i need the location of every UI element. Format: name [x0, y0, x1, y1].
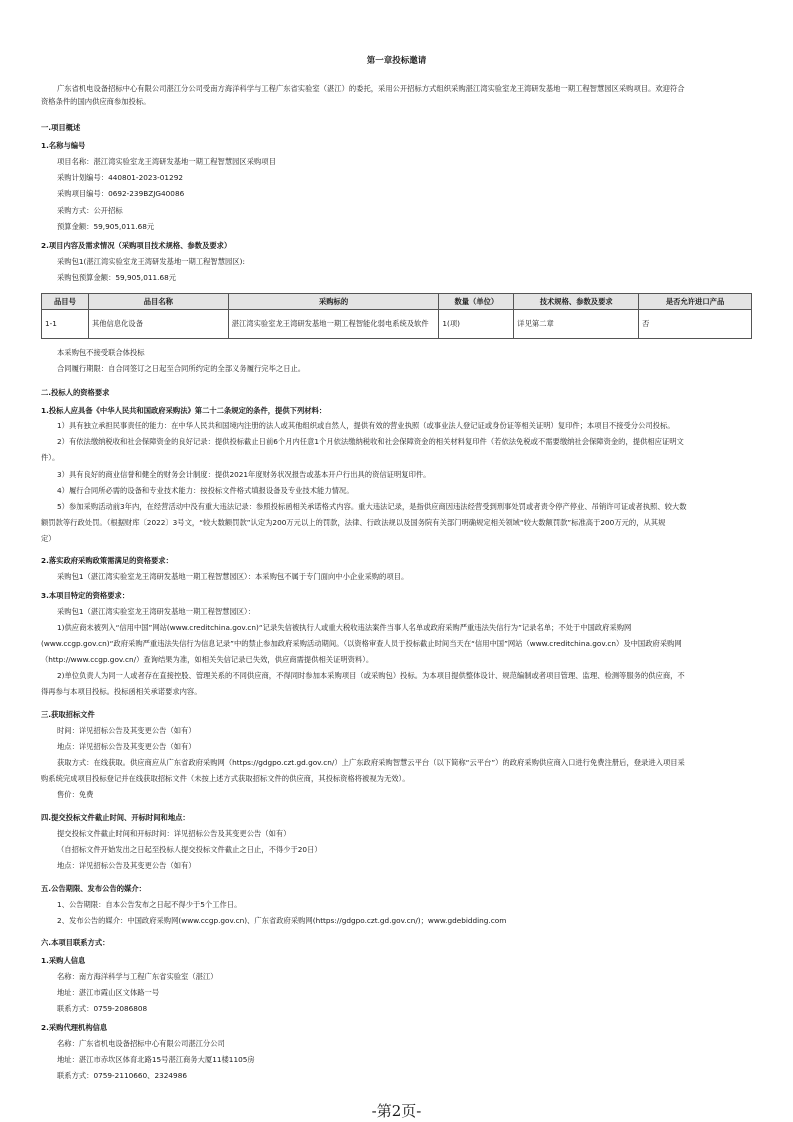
deadline-note: （自招标文件开始发出之日起至投标人提交投标文件截止之日止，不得少于20日） [57, 845, 322, 854]
section-3-heading: 三.获取招标文件 [41, 710, 95, 719]
purchaser-name: 名称：南方海洋科学与工程广东省实验室（湛江） [57, 972, 218, 981]
project-number: 采购项目编号：0692-239BZJG40086 [57, 189, 185, 198]
s2-sub2-heading: 2.落实政府采购政策需满足的资格要求： [41, 556, 173, 565]
policy-requirement: 采购包1（湛江湾实验室龙王湾研发基地一期工程智慧园区）：本采购包不属于专门面向中小企业采购的项目。 [57, 572, 409, 581]
obtain-time: 时间：详见招标公告及其变更公告（如有） [57, 726, 196, 735]
table-header: 是否允许进口产品 [639, 294, 752, 310]
table-header: 品目名称 [88, 294, 228, 310]
specific-2: 2)单位负责人为同一人或者存在直接控股、管理关系的不同供应商，不得同时参加本采购项目（或采购包）投标。为本项目提供整体设计、规范编制或者项目管理、监理、检测等服务的供应商，不 [57, 671, 685, 680]
obtain-price: 售价：免费 [57, 790, 94, 799]
purchaser-contact: 联系方式：0759-2086808 [57, 1004, 148, 1013]
notice-media: 2、发布公告的媒介：中国政府采购网(www.ccgp.gov.cn)、广东省政府采购网(https://gdgpo.czt.gd.gov.cn/)；www.gdebidding.com [57, 916, 507, 925]
contract-period: 合同履行期限：自合同签订之日起至合同所约定的全部义务履行完毕之日止。 [57, 364, 306, 373]
qualification-5-cont: 额罚款等行政处罚。（根据财库〔2022〕3号文，“较大数额罚款”认定为200万元以上的罚款，法律、行政法规以及国务院有关部门明确规定相关领域“较大数额罚款”标准高于200万元的，从其规 [41, 518, 666, 527]
qualification-1: 1）具有独立承担民事责任的能力：在中华人民共和国境内注册的法人或其他组织或自然人，提供有效的营业执照（或事业法人登记证或身份证等相关证明）复印件；本项目不接受分公司投标。 [57, 421, 675, 430]
specific-1: 1)供应商未被列入“信用中国”网站(www.creditchina.gov.cn)“记录失信被执行人或重大税收违法案件当事人名单或政府采购严重违法失信行为”记录名单；不处于中国政府采购网 [57, 623, 632, 632]
table-cell: 1(项) [439, 310, 514, 339]
deadline-place: 地点：详见招标公告及其变更公告（如有） [57, 861, 196, 870]
procurement-method: 采购方式：公开招标 [57, 206, 123, 215]
table-cell: 其他信息化设备 [88, 310, 228, 339]
package-1-budget: 采购包预算金额：59,905,011.68元 [57, 273, 177, 282]
budget-amount: 预算金额：59,905,011.68元 [57, 222, 155, 231]
s2-sub3-heading: 3.本项目特定的资格要求： [41, 591, 130, 600]
section-6-heading: 六.本项目联系方式： [41, 938, 110, 947]
qualification-5-end: 定） [41, 534, 56, 543]
table-cell: 否 [639, 310, 752, 339]
agency-heading: 2.采购代理机构信息 [41, 1023, 108, 1032]
table-header: 采购标的 [228, 294, 439, 310]
obtain-place: 地点：详见招标公告及其变更公告（如有） [57, 742, 196, 751]
s1-sub2-heading: 2.项目内容及需求情况（采购项目技术规格、参数及要求） [41, 241, 232, 250]
deadline-time: 提交投标文件截止时间和开标时间：详见招标公告及其变更公告（如有） [57, 829, 291, 838]
qualification-4: 4）履行合同所必需的设备和专业技术能力：按投标文件格式填报设备及专业技术能力情况。 [57, 486, 354, 495]
qualification-2: 2）有依法缴纳税收和社会保障资金的良好记录：提供投标截止日前6个月内任意1个月依法缴纳税收和社会保障资金的相关材料复印件（若依法免税或不需要缴纳社会保障资金的，提供相应证明文 [57, 437, 684, 446]
section-4-heading: 四.提交投标文件截止时间、开标时间和地点： [41, 813, 190, 822]
intro-line-1: 广东省机电设备招标中心有限公司湛江分公司受南方海洋科学与工程广东省实验室（湛江）的委托，采用公开招标方式组织采购湛江湾实验室龙王湾研发基地一期工程智慧园区采购项目。欢迎符合 [57, 84, 685, 93]
plan-number: 采购计划编号：440801-2023-01292 [57, 173, 183, 182]
table-header: 技术规格、参数及要求 [514, 294, 639, 310]
agency-name: 名称：广东省机电设备招标中心有限公司湛江分公司 [57, 1039, 225, 1048]
agency-contact: 联系方式：0759-2110660、2324986 [57, 1071, 187, 1080]
s1-sub1-heading: 1.名称与编号 [41, 141, 86, 150]
purchaser-heading: 1.采购人信息 [41, 956, 86, 965]
purchaser-address: 地址：湛江市霞山区文体路一号 [57, 988, 160, 997]
table-header: 品目号 [42, 294, 89, 310]
qualification-5: 5）参加采购活动前3年内，在经营活动中没有重大违法记录：参照投标函相关承诺格式内容。重大违法记录，是指供应商因违法经营受到刑事处罚或者责令停产停业、吊销许可证或者执照、较大数 [57, 502, 687, 511]
table-cell: 1-1 [42, 310, 89, 339]
section-5-heading: 五.公告期限、发布公告的媒介： [41, 884, 146, 893]
notice-period: 1、公告期限：自本公告发布之日起不得少于5个工作日。 [57, 900, 242, 909]
s2-sub1-heading: 1.投标人应具备《中华人民共和国政府采购法》第二十二条规定的条件，提供下列材料： [41, 406, 327, 415]
package-1-title: 采购包1(湛江湾实验室龙王湾研发基地一期工程智慧园区): [57, 257, 245, 266]
specific-2-cont: 得再参与本项目投标。投标函相关承诺要求内容。 [41, 687, 202, 696]
specific-1-end: （http://www.ccgp.gov.cn/）查询结果为准，如相关失信记录已失效，供应商需提供相关证明资料）。 [41, 655, 374, 664]
items-table [41, 293, 752, 339]
section-1-heading: 一.项目概述 [41, 123, 81, 132]
page-number: -第2页- [371, 1102, 422, 1120]
specific-package: 采购包1（湛江湾实验室龙王湾研发基地一期工程智慧园区）： [57, 607, 256, 616]
no-consortium-note: 本采购包不接受联合体投标 [57, 348, 145, 357]
obtain-method: 获取方式：在线获取。供应商应从广东省政府采购网（https://gdgpo.czt.gd.gov.cn/）上广东政府采购智慧云平台（以下简称“云平台”）的政府采购供应商入口进行免费注册后，登录进入项目采 [57, 758, 685, 767]
table-cell: 详见第二章 [514, 310, 639, 339]
project-name: 项目名称：湛江湾实验室龙王湾研发基地一期工程智慧园区采购项目 [57, 157, 276, 166]
specific-1-cont: (www.ccgp.gov.cn)“政府采购严重违法失信行为信息记录”中的禁止参加政府采购活动期间。（以资格审查人员于投标截止时间当天在“信用中国”网站（www.creditchina.gov.cn）及中国政府采购网 [41, 639, 682, 648]
table-header: 数量（单位） [439, 294, 514, 310]
table-row [42, 310, 752, 339]
chapter-title: 第一章投标邀请 [366, 56, 427, 66]
table-cell: 湛江湾实验室龙王湾研发基地一期工程智能化弱电系统及软件 [228, 310, 439, 339]
qualification-2-cont: 件）。 [41, 453, 60, 462]
agency-address: 地址：湛江市赤坎区体育北路15号湛江商务大厦11楼1105房 [57, 1055, 255, 1064]
intro-line-2: 资格条件的国内供应商参加投标。 [41, 97, 151, 106]
section-2-heading: 二.投标人的资格要求 [41, 388, 110, 397]
obtain-method-cont: 购系统完成项目投标登记并在线获取招标文件（未按上述方式获取招标文件的供应商，其投标资格将被视为无效）。 [41, 774, 410, 783]
qualification-3: 3）具有良好的商业信誉和健全的财务会计制度：提供2021年度财务状况报告或基本开户行出具的资信证明复印件。 [57, 470, 431, 479]
table-header-row [42, 294, 752, 310]
